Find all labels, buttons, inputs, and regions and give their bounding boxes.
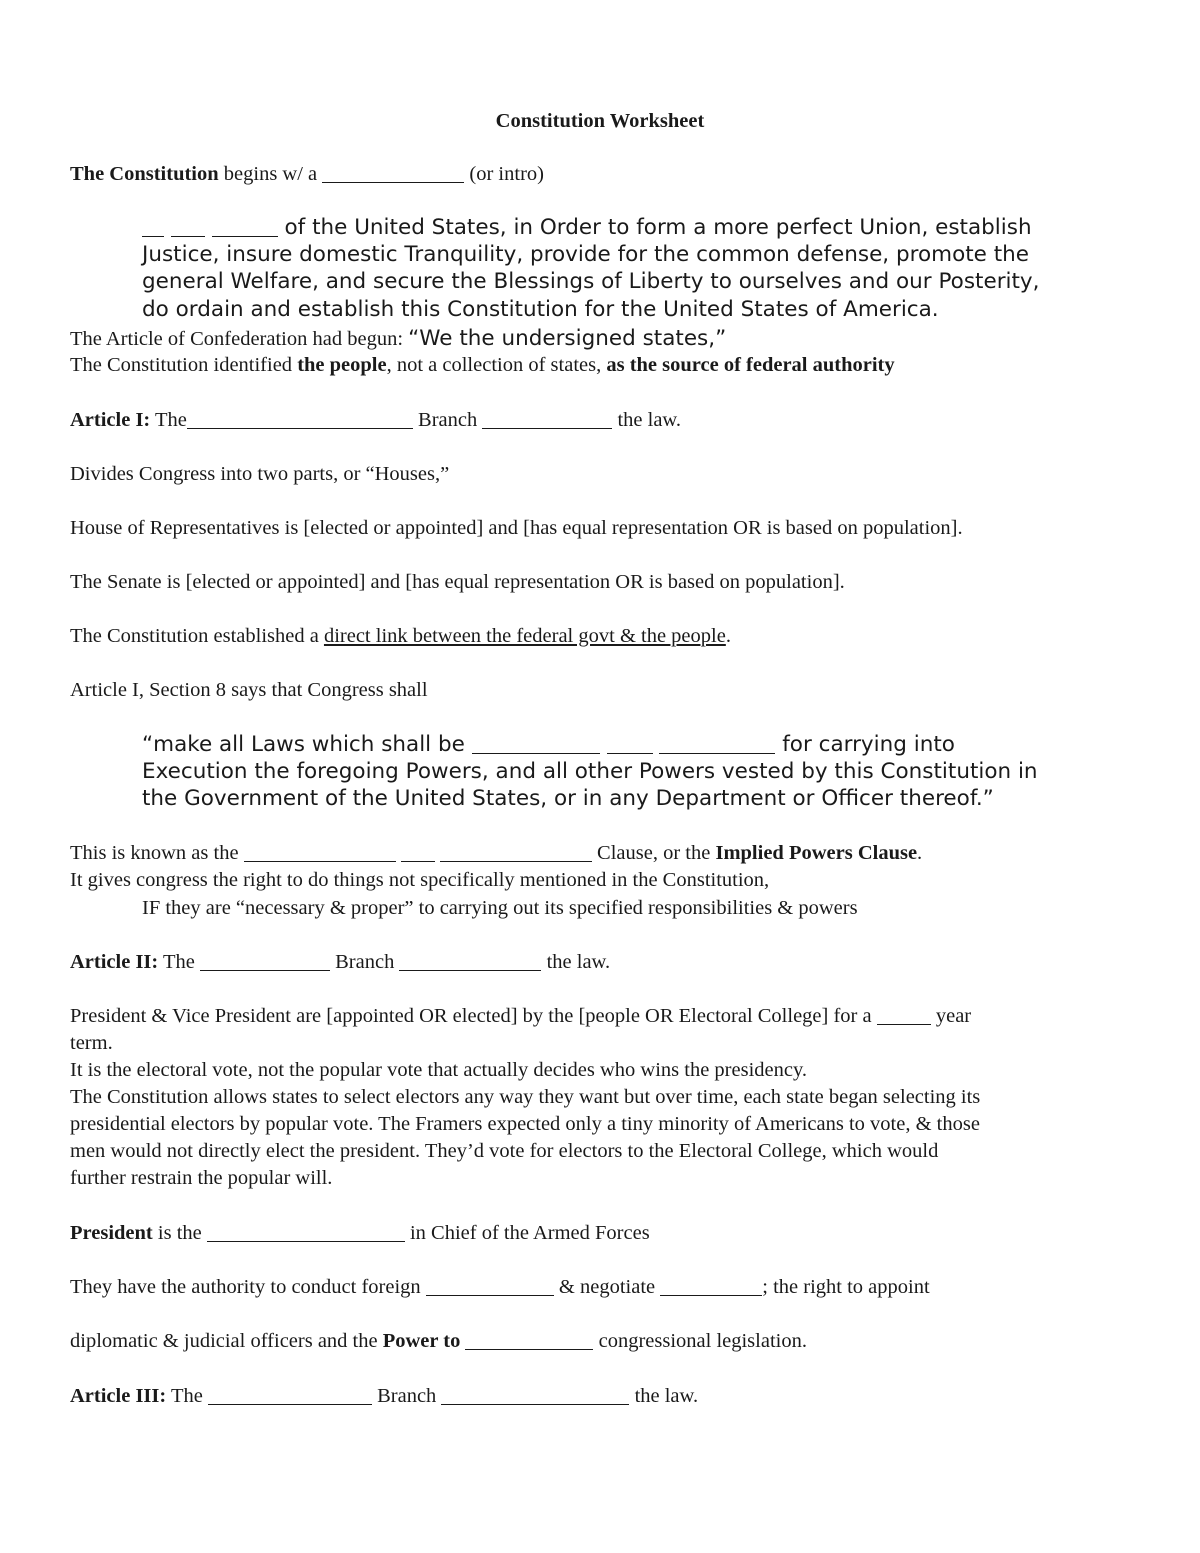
electoral-line-5: further restrain the popular will. [70, 1167, 333, 1189]
article-2-line: Article II: The Branch the law. [70, 951, 611, 973]
president-elect-line-2: term. [70, 1032, 113, 1054]
blank-preamble-3[interactable] [212, 218, 278, 237]
intro-bold: The Constitution [70, 163, 219, 185]
article-1-label: Article I: [70, 409, 151, 431]
clause-quote-line-3: the Government of the United States, or in any Department or Officer thereof.” [142, 786, 994, 811]
electoral-line-4: men would not directly elect the president. They’d vote for electors to the Electoral College, which would [70, 1140, 939, 1162]
article-3-label: Article III: [70, 1385, 167, 1407]
blank-term-years[interactable] [877, 1006, 931, 1025]
blank-article-2-branch[interactable] [200, 952, 330, 971]
blank-power-to[interactable] [465, 1331, 593, 1350]
clause-quote-line-1: “make all Laws which shall be for carrying into [142, 732, 955, 757]
electoral-line-3: presidential electors by popular vote. The Framers expected only a tiny minority of Americans to vote, & those [70, 1113, 980, 1135]
congress-line: Divides Congress into two parts, or “Houses,” [70, 463, 450, 485]
link-line: The Constitution established a direct link between the federal govt & the people. [70, 625, 731, 647]
link-underlined: direct link between the federal govt & the people [323, 625, 726, 647]
preamble-line-4: do ordain and establish this Constitution for the United States of America. [142, 297, 939, 322]
blank-commander[interactable] [207, 1223, 405, 1242]
blank-intro[interactable] [322, 164, 464, 183]
article-3-line: Article III: The Branch the law. [70, 1385, 699, 1407]
veto-line: diplomatic & judicial officers and the Power to congressional legislation. [70, 1330, 807, 1352]
blank-known-2[interactable] [401, 843, 435, 862]
blank-clause-1[interactable] [472, 735, 600, 754]
article-2-label: Article II: [70, 951, 159, 973]
intro-line: The Constitution begins w/ a (or intro) [70, 163, 544, 185]
electoral-line-2: The Constitution allows states to select electors any way they want but over time, each state began selecting its [70, 1086, 981, 1108]
section-8-line: Article I, Section 8 says that Congress shall [70, 679, 428, 701]
blank-clause-2[interactable] [607, 735, 653, 754]
senate-line: The Senate is [elected or appointed] and [has equal representation OR is based on population]. [70, 571, 845, 593]
blank-article-3-verb[interactable] [441, 1386, 629, 1405]
known-line: This is known as the Clause, or the Implied Powers Clause. [70, 842, 923, 864]
blank-article-1-verb[interactable] [482, 410, 612, 429]
preamble-line-1: of the United States, in Order to form a more perfect Union, establish [142, 214, 1032, 241]
blank-negotiate[interactable] [660, 1277, 762, 1296]
blank-known-3[interactable] [440, 843, 592, 862]
president-elect-line-1: President & Vice President are [appointed OR elected] by the [people OR Electoral College] for a year [70, 1005, 972, 1027]
blank-article-2-verb[interactable] [399, 952, 541, 971]
preamble-line-2: Justice, insure domestic Tranquility, provide for the common defense, promote the [142, 242, 1030, 267]
clause-quote-line-2: Execution the foregoing Powers, and all other Powers vested by this Constitution in [142, 759, 1038, 784]
if-proper-line: IF they are “necessary & proper” to carrying out its specified responsibilities & powers [142, 897, 858, 919]
blank-article-1-branch[interactable] [187, 410, 413, 429]
house-line: House of Representatives is [elected or appointed] and [has equal representation OR is based on population]. [70, 517, 963, 539]
blank-preamble-1[interactable] [142, 218, 164, 237]
gives-line: It gives congress the right to do things not specifically mentioned in the Constitution, [70, 869, 770, 891]
confederation-quote: “We the undersigned states,” [408, 326, 727, 351]
confederation-line: The Article of Confederation had begun: “We the undersigned states,” [70, 326, 727, 351]
page-title: Constitution Worksheet [495, 110, 705, 132]
authority-line: They have the authority to conduct foreign & negotiate ; the right to appoint [70, 1276, 930, 1298]
article-1-line: Article I: The Branch the law. [70, 409, 682, 431]
blank-article-3-branch[interactable] [208, 1386, 372, 1405]
blank-foreign[interactable] [426, 1277, 554, 1296]
blank-preamble-2[interactable] [171, 218, 205, 237]
electoral-line-1: It is the electoral vote, not the popular vote that actually decides who wins the presidency. [70, 1059, 808, 1081]
source-line: The Constitution identified the people, not a collection of states, as the source of federal authority [70, 354, 895, 376]
blank-clause-3[interactable] [659, 735, 775, 754]
preamble-line-3: general Welfare, and secure the Blessings of Liberty to ourselves and our Posterity, [142, 269, 1040, 294]
commander-line: President is the in Chief of the Armed Forces [70, 1222, 650, 1244]
blank-known-1[interactable] [244, 843, 396, 862]
